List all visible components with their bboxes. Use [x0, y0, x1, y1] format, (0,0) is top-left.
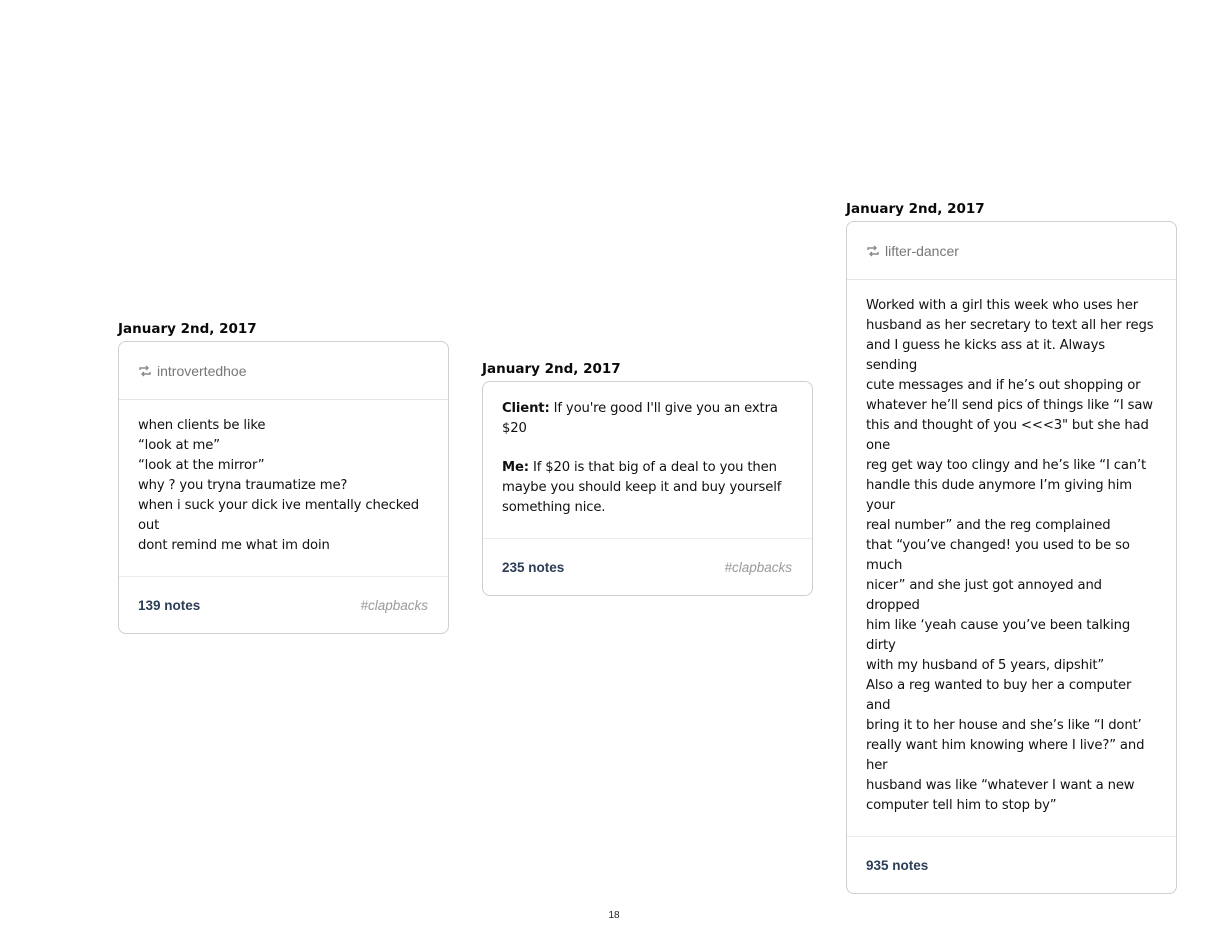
post-line: handle this dude anymore I’m giving him your	[866, 478, 1132, 513]
dialogue-line: something nice.	[502, 500, 606, 515]
post-body	[119, 400, 448, 577]
notes-count[interactable]: 139 notes	[138, 597, 201, 613]
post-line: bring it to her house and she’s like “I dont’	[866, 718, 1142, 733]
source-username[interactable]: introvertedhoe	[157, 362, 247, 379]
post-line: reg get way too clingy and he’s like “I can’t	[866, 458, 1147, 473]
post-line: and I guess he kicks ass at it. Always sending	[866, 338, 1105, 373]
post-body	[483, 382, 812, 539]
post-header	[119, 342, 448, 400]
source-username[interactable]: lifter-dancer	[885, 242, 959, 259]
dialogue-line	[502, 458, 793, 478]
post-footer	[483, 539, 812, 595]
dialogue-text: If $20 is that big of a deal to you then	[532, 460, 777, 475]
post-line: Worked with a girl this week who uses her	[866, 298, 1139, 313]
post-date: January 2nd, 2017	[846, 201, 985, 217]
post-line: husband was like “whatever I want a new	[866, 778, 1135, 793]
reblog-icon	[138, 365, 152, 377]
post-line: why ? you tryna traumatize me?	[138, 478, 348, 493]
post-line: this and thought of you <<<3" but she had one	[866, 418, 1149, 453]
dialogue-speaker: Client:	[502, 401, 550, 416]
post-line: whatever he’ll send pics of things like “I saw	[866, 398, 1153, 413]
post-line: Also a reg wanted to buy her a computer and	[866, 678, 1132, 713]
post-line: cute messages and if he’s out shopping or	[866, 378, 1141, 393]
notes-count[interactable]: 935 notes	[866, 857, 929, 873]
post-tag[interactable]: #clapbacks	[360, 597, 428, 613]
post-line: “look at me”	[138, 438, 220, 453]
page-number: 18	[608, 910, 620, 921]
post-line: really want him knowing where I live?” and her	[866, 738, 1145, 773]
post-line: when clients be like	[138, 418, 266, 433]
post-footer	[119, 577, 448, 633]
post-footer	[847, 837, 1176, 893]
post-line: when i suck your dick ive mentally checked out	[138, 498, 419, 533]
reblog-icon	[866, 245, 880, 257]
post-introvertedhoe	[118, 319, 449, 634]
dialogue-line: maybe you should keep it and buy yourself	[502, 480, 782, 495]
dialogue-text: If you're good I'll give you an extra $20	[502, 401, 778, 436]
post-card	[482, 381, 813, 596]
post-line: “look at the mirror”	[138, 458, 265, 473]
dialogue-speaker: Me:	[502, 460, 529, 475]
post-date: January 2nd, 2017	[482, 361, 621, 377]
post-tag[interactable]: #clapbacks	[724, 559, 792, 575]
post-line: him like ‘yeah cause you’ve been talking dirty	[866, 618, 1131, 653]
post-date: January 2nd, 2017	[118, 321, 257, 337]
post-line: real number” and the reg complained	[866, 518, 1111, 533]
post-line: husband as her secretary to text all her regs	[866, 318, 1154, 333]
post-line: nicer” and she just got annoyed and dropped	[866, 578, 1102, 613]
post-header	[847, 222, 1176, 280]
post-body	[847, 280, 1176, 837]
post-client-dialogue	[482, 359, 813, 596]
post-line: with my husband of 5 years, dipshit”	[866, 658, 1105, 673]
post-line: that “you’ve changed! you used to be so much	[866, 538, 1130, 573]
post-line: computer tell him to stop by”	[866, 798, 1057, 813]
post-lifter-dancer	[846, 199, 1177, 894]
dialogue-line	[502, 399, 793, 439]
post-line: dont remind me what im doin	[138, 538, 330, 553]
notes-count[interactable]: 235 notes	[502, 559, 565, 575]
post-card	[846, 221, 1177, 894]
post-card	[118, 341, 449, 634]
